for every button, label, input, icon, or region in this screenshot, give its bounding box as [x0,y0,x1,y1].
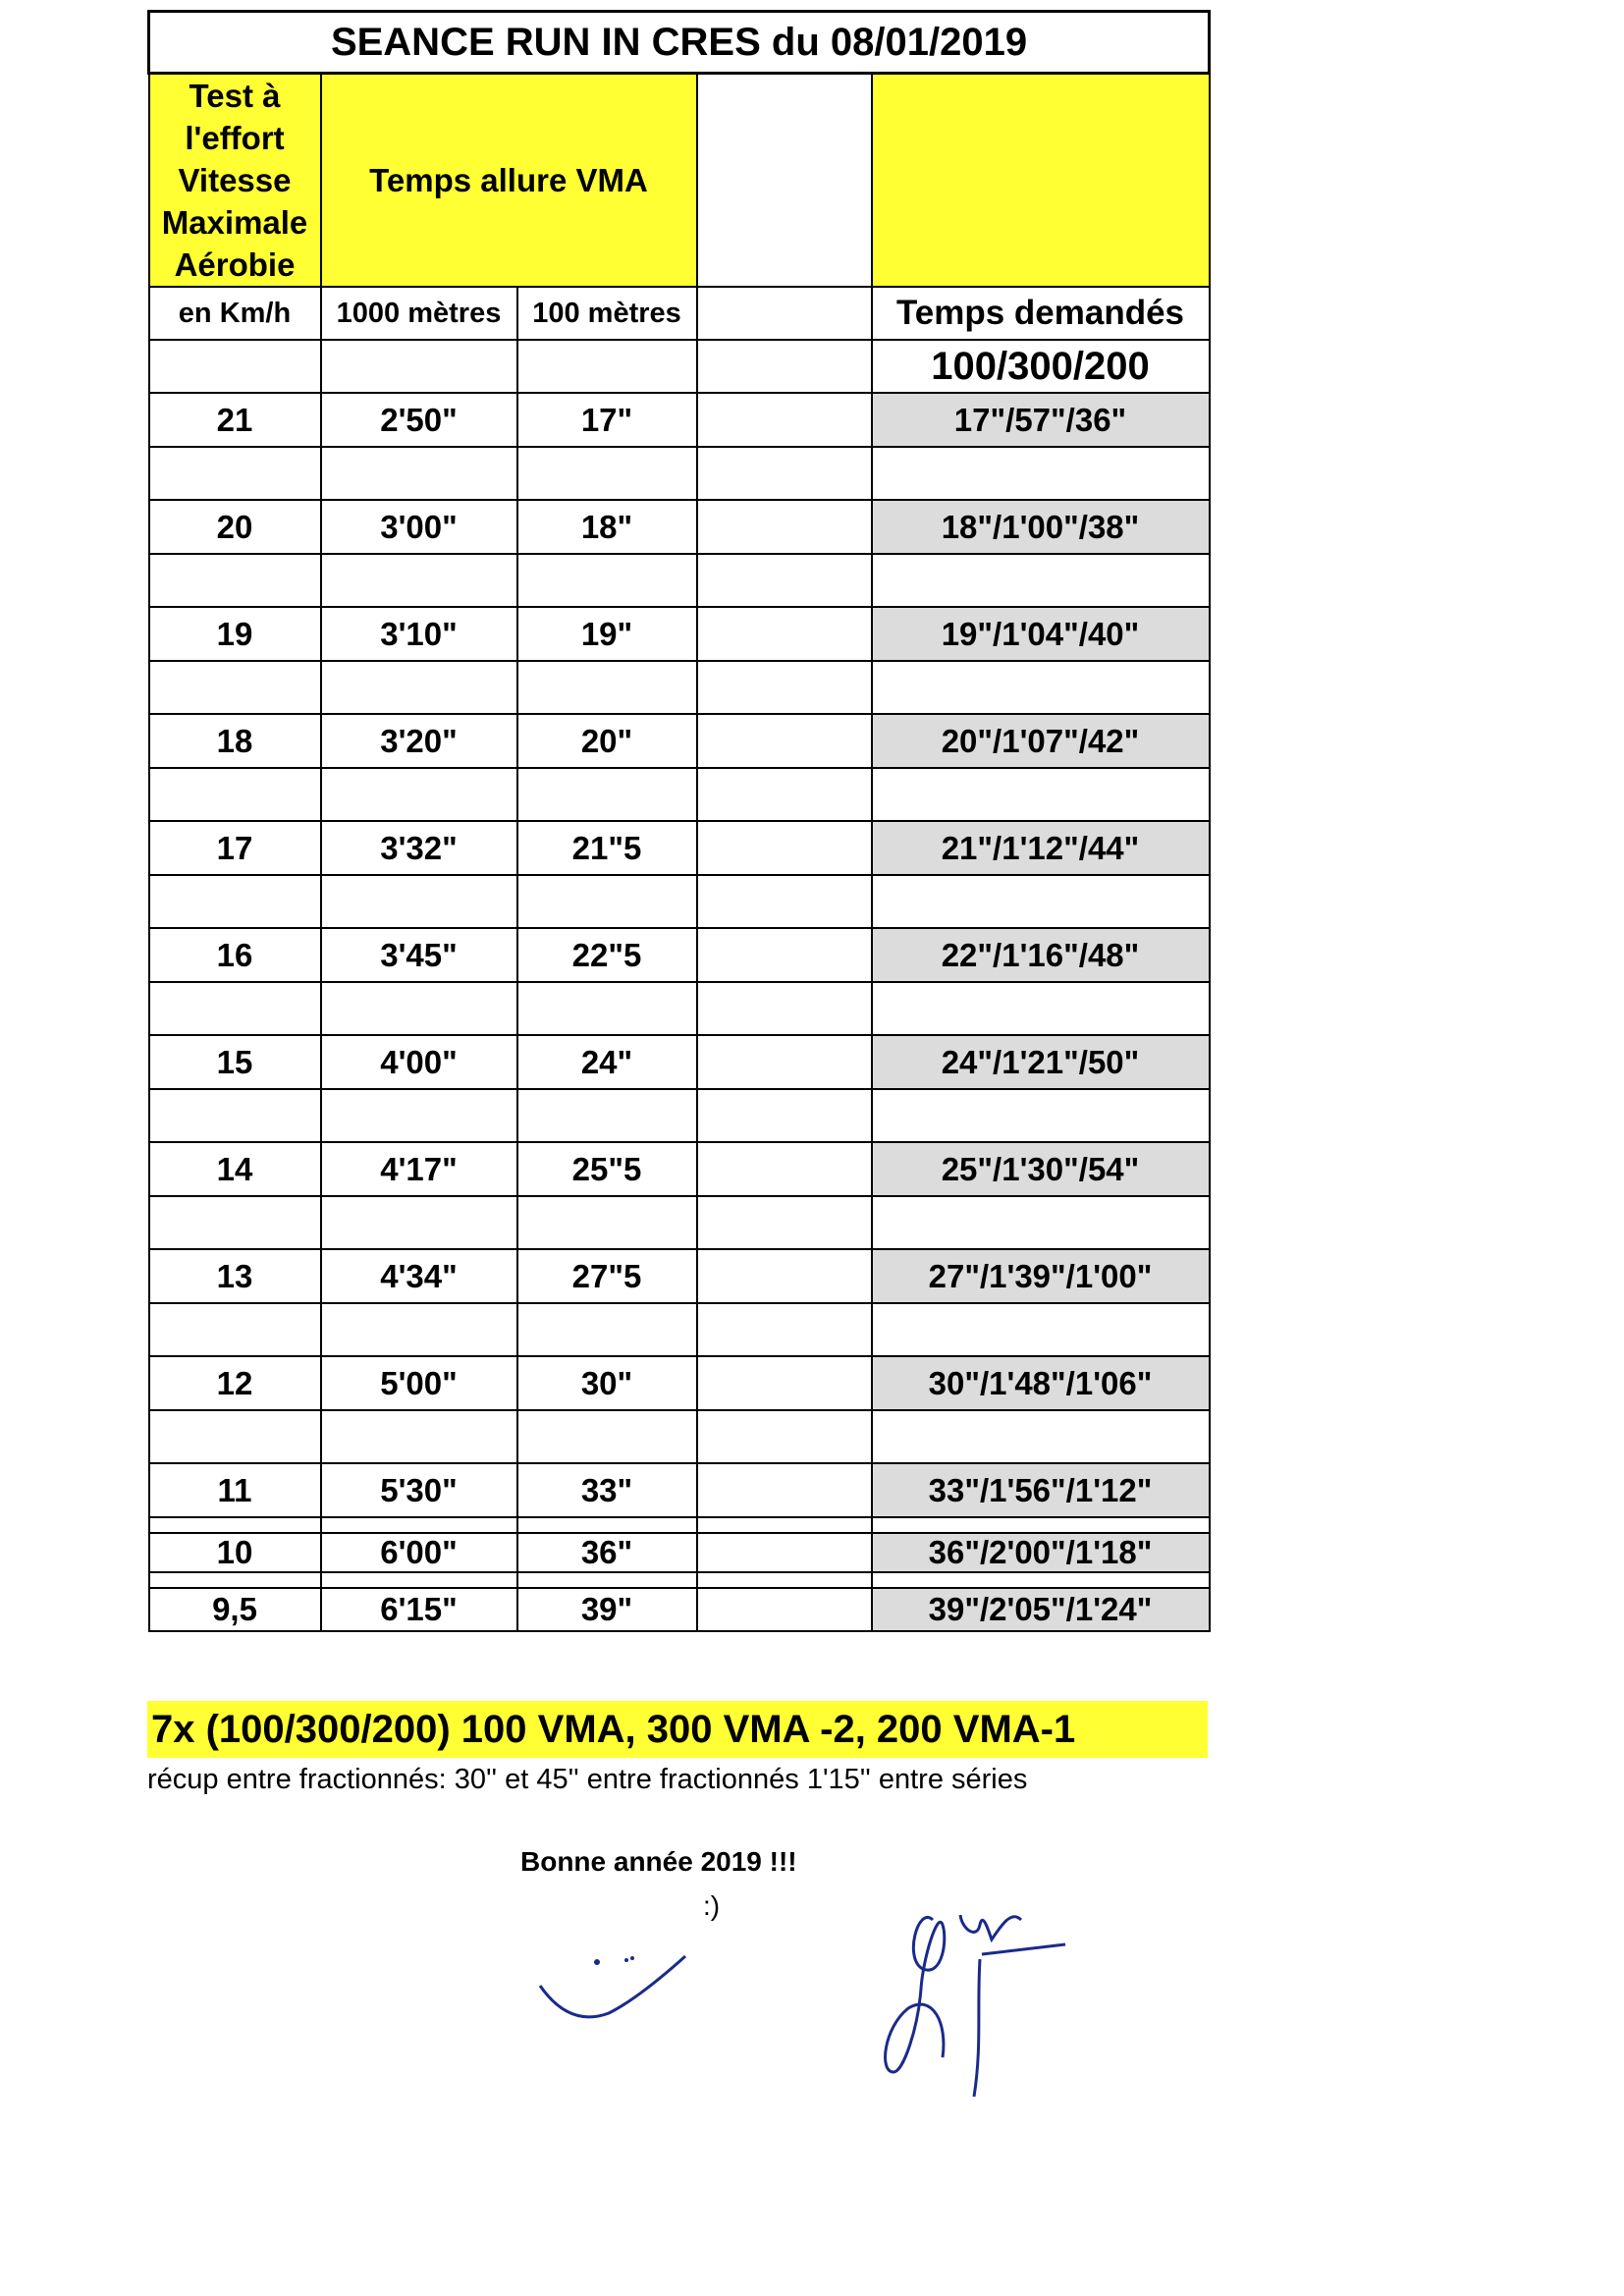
time-1000-cell: 5'30" [321,1463,517,1517]
time-1000-cell: 2'50" [321,393,517,447]
spacer-row [149,554,1210,607]
time-100-cell: 19" [517,607,697,661]
spacer-row [149,1572,1210,1588]
requested-time-cell: 18"/1'00"/38" [872,500,1210,554]
subheader-row [149,287,1210,340]
speed-cell: 21 [149,393,321,447]
table-row [149,1035,1210,1089]
blank-cell [697,1035,872,1089]
page-title: SEANCE RUN IN CRES du 08/01/2019 [149,12,1210,74]
speed-cell: 15 [149,1035,321,1089]
table-row [149,1463,1210,1517]
spacer-row [149,661,1210,714]
time-1000-cell: 4'00" [321,1035,517,1089]
spacer-row [149,1303,1210,1356]
speed-cell: 9,5 [149,1588,321,1631]
time-100-cell: 18" [517,500,697,554]
time-1000-cell: 5'00" [321,1356,517,1410]
time-100-cell: 25"5 [517,1142,697,1196]
requested-time-cell: 19"/1'04"/40" [872,607,1210,661]
time-100-cell: 20" [517,714,697,768]
smiley-text: :) [703,1890,721,1921]
speed-cell: 12 [149,1356,321,1410]
requested-time-cell: 22"/1'16"/48" [872,928,1210,982]
session-sheet [147,10,1208,1632]
spacer-row [149,768,1210,821]
spacer-row [149,1410,1210,1463]
speed-cell: 18 [149,714,321,768]
time-1000-cell: 3'10" [321,607,517,661]
spacer-row [149,875,1210,928]
series-summary: 7x (100/300/200) 100 VMA, 300 VMA -2, 200 VMA-1 [147,1701,1208,1758]
vma-table [147,10,1211,1632]
vma-label: Test à l'effort Vitesse Maximale Aérobie [149,74,321,288]
table-row [149,1356,1210,1410]
spacer-row [149,982,1210,1035]
table-row [149,1533,1210,1572]
blank-cell [697,393,872,447]
spacer-row [149,1089,1210,1142]
recovery-note: récup entre fractionnés: 30'' et 45'' entre fractionnés 1'15'' entre séries [147,1764,1028,1795]
requested-time-cell: 24"/1'21"/50" [872,1035,1210,1089]
time-1000-cell: 3'00" [321,500,517,554]
header-row [149,74,1210,288]
col-requested-header: Temps demandés [872,287,1210,340]
requested-time-cell: 27"/1'39"/1'00" [872,1249,1210,1303]
requested-time-cell: 25"/1'30"/54" [872,1142,1210,1196]
yellow-header-cell [872,74,1210,288]
spacer-row [149,447,1210,500]
table-row [149,714,1210,768]
blank-cell [697,1588,872,1631]
time-1000-cell: 3'45" [321,928,517,982]
signature-icon [864,1900,1080,2116]
speed-cell: 10 [149,1533,321,1572]
speed-cell: 14 [149,1142,321,1196]
col-100-header: 100 mètres [517,287,697,340]
time-1000-cell: 6'15" [321,1588,517,1631]
speed-cell: 16 [149,928,321,982]
blank-sub-cell [697,287,872,340]
requested-time-cell: 21"/1'12"/44" [872,821,1210,875]
time-100-cell: 21"5 [517,821,697,875]
table-row [149,500,1210,554]
title-row [149,12,1210,74]
table-row [149,607,1210,661]
requested-time-cell: 17"/57"/36" [872,393,1210,447]
col-kmh-header: en Km/h [149,287,321,340]
speed-cell: 20 [149,500,321,554]
blank-cell [697,928,872,982]
time-1000-cell: 6'00" [321,1533,517,1572]
time-100-cell: 33" [517,1463,697,1517]
blank-header-cell [697,74,872,288]
time-100-cell: 36" [517,1533,697,1572]
greeting: Bonne année 2019 !!! [520,1846,797,1877]
time-100-cell: 22"5 [517,928,697,982]
requested-time-cell: 39"/2'05"/1'24" [872,1588,1210,1631]
requested-time-cell: 20"/1'07"/42" [872,714,1210,768]
table-row [149,928,1210,982]
pattern-label: 100/300/200 [872,340,1210,393]
time-100-cell: 27"5 [517,1249,697,1303]
spacer-row [149,1517,1210,1533]
speed-cell: 11 [149,1463,321,1517]
time-1000-cell: 3'20" [321,714,517,768]
blank-cell [697,1533,872,1572]
col-1000-header: 1000 mètres [321,287,517,340]
table-row [149,1249,1210,1303]
requested-time-cell: 30"/1'48"/1'06" [872,1356,1210,1410]
speed-cell: 17 [149,821,321,875]
blank-cell [697,1463,872,1517]
pattern-row [149,340,1210,393]
blank-cell [697,1249,872,1303]
speed-cell: 13 [149,1249,321,1303]
blank-cell [697,607,872,661]
time-100-cell: 39" [517,1588,697,1631]
blank-cell [697,714,872,768]
blank-cell [697,1142,872,1196]
time-100-cell: 17" [517,393,697,447]
requested-time-cell: 36"/2'00"/1'18" [872,1533,1210,1572]
spacer-row [149,1196,1210,1249]
speed-cell: 19 [149,607,321,661]
time-100-cell: 24" [517,1035,697,1089]
blank-cell [697,1356,872,1410]
time-1000-cell: 3'32" [321,821,517,875]
table-row [149,393,1210,447]
blank-cell [697,500,872,554]
table-row [149,821,1210,875]
blank-cell [697,821,872,875]
time-1000-cell: 4'17" [321,1142,517,1196]
time-100-cell: 30" [517,1356,697,1410]
smiley-drawing-icon [530,1944,707,2033]
time-1000-cell: 4'34" [321,1249,517,1303]
table-row [149,1142,1210,1196]
tempo-label: Temps allure VMA [321,74,697,288]
requested-time-cell: 33"/1'56"/1'12" [872,1463,1210,1517]
table-row [149,1588,1210,1631]
